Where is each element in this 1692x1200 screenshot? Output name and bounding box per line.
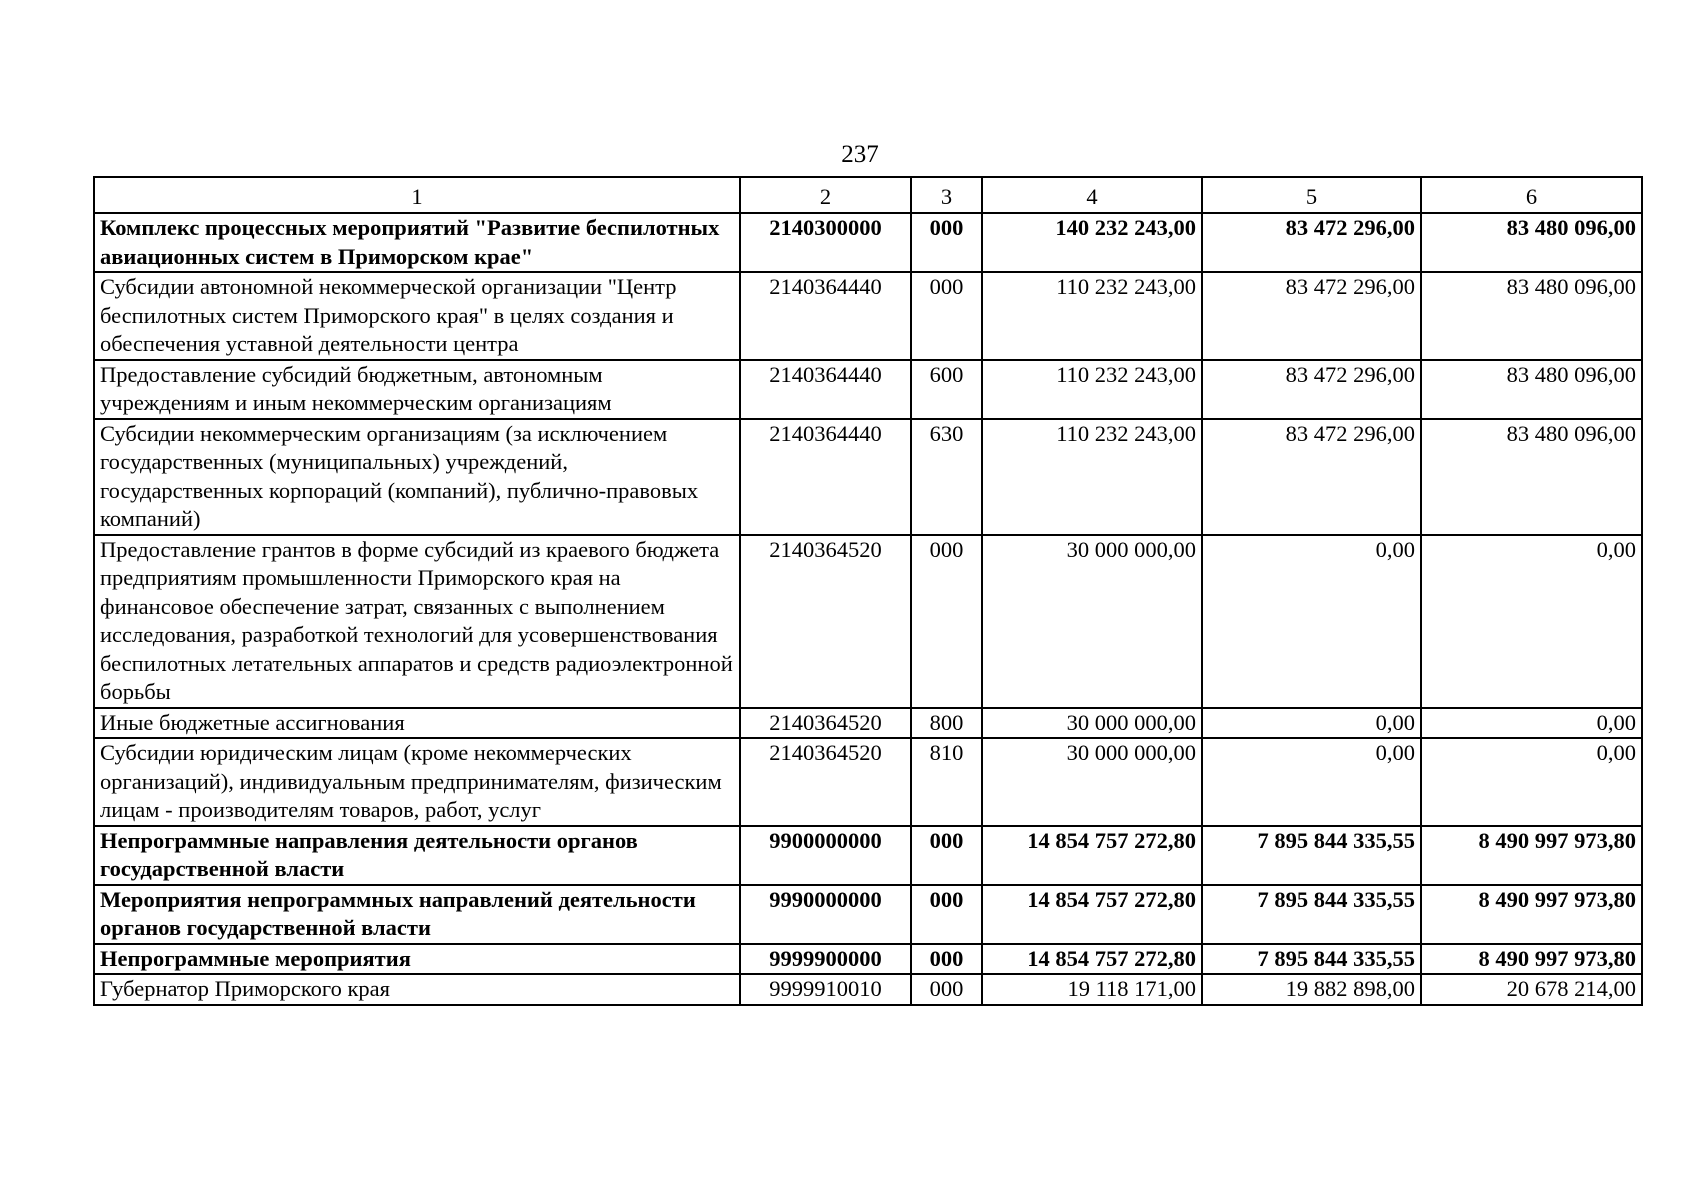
column-header-4: 4 xyxy=(982,177,1202,213)
row-name: Иные бюджетные ассигнования xyxy=(94,708,740,739)
row-name: Субсидии автономной некоммерческой организации "Центр беспилотных систем Приморского края" в целях создания и обеспечения уставной деятельности центра xyxy=(94,272,740,360)
row-value-6: 0,00 xyxy=(1421,535,1642,708)
row-type: 000 xyxy=(911,944,982,975)
row-value-5: 0,00 xyxy=(1202,738,1421,826)
row-type: 000 xyxy=(911,535,982,708)
row-code: 2140364440 xyxy=(740,360,911,419)
row-value-5: 7 895 844 335,55 xyxy=(1202,826,1421,885)
row-value-4: 30 000 000,00 xyxy=(982,738,1202,826)
row-value-5: 0,00 xyxy=(1202,535,1421,708)
column-header-1: 1 xyxy=(94,177,740,213)
row-name: Мероприятия непрограммных направлений деятельности органов государственной власти xyxy=(94,885,740,944)
row-value-4: 14 854 757 272,80 xyxy=(982,944,1202,975)
row-value-4: 30 000 000,00 xyxy=(982,708,1202,739)
row-value-4: 110 232 243,00 xyxy=(982,419,1202,535)
row-type: 000 xyxy=(911,826,982,885)
row-value-6: 83 480 096,00 xyxy=(1421,272,1642,360)
row-value-6: 0,00 xyxy=(1421,708,1642,739)
row-value-5: 7 895 844 335,55 xyxy=(1202,885,1421,944)
row-value-4: 19 118 171,00 xyxy=(982,974,1202,1005)
column-header-5: 5 xyxy=(1202,177,1421,213)
table-header-row xyxy=(94,177,1642,213)
row-value-6: 83 480 096,00 xyxy=(1421,419,1642,535)
row-value-6: 8 490 997 973,80 xyxy=(1421,944,1642,975)
table-row xyxy=(94,708,1642,739)
row-value-5: 19 882 898,00 xyxy=(1202,974,1421,1005)
row-name: Комплекс процессных мероприятий "Развитие беспилотных авиационных систем в Приморском крае" xyxy=(94,213,740,272)
row-value-4: 140 232 243,00 xyxy=(982,213,1202,272)
column-header-3: 3 xyxy=(911,177,982,213)
row-value-5: 83 472 296,00 xyxy=(1202,213,1421,272)
row-code: 2140364520 xyxy=(740,535,911,708)
row-type: 630 xyxy=(911,419,982,535)
table-row xyxy=(94,272,1642,360)
row-type: 600 xyxy=(911,360,982,419)
row-type: 000 xyxy=(911,272,982,360)
row-code: 2140364440 xyxy=(740,419,911,535)
row-value-4: 110 232 243,00 xyxy=(982,272,1202,360)
row-value-5: 83 472 296,00 xyxy=(1202,419,1421,535)
table-row xyxy=(94,826,1642,885)
row-value-4: 110 232 243,00 xyxy=(982,360,1202,419)
row-value-6: 8 490 997 973,80 xyxy=(1421,826,1642,885)
row-code: 2140364440 xyxy=(740,272,911,360)
row-value-6: 8 490 997 973,80 xyxy=(1421,885,1642,944)
row-type: 800 xyxy=(911,708,982,739)
row-value-6: 20 678 214,00 xyxy=(1421,974,1642,1005)
row-code: 2140300000 xyxy=(740,213,911,272)
row-value-6: 83 480 096,00 xyxy=(1421,360,1642,419)
row-name: Субсидии некоммерческим организациям (за исключением государственных (муниципальных) учреждений, государственных корпораций (компаний), публично-правовых компаний) xyxy=(94,419,740,535)
table-row xyxy=(94,213,1642,272)
row-code: 2140364520 xyxy=(740,708,911,739)
row-value-5: 83 472 296,00 xyxy=(1202,272,1421,360)
row-code: 9990000000 xyxy=(740,885,911,944)
row-type: 810 xyxy=(911,738,982,826)
row-name: Предоставление субсидий бюджетным, автономным учреждениям и иным некоммерческим организациям xyxy=(94,360,740,419)
row-value-5: 0,00 xyxy=(1202,708,1421,739)
table-row xyxy=(94,738,1642,826)
row-code: 9999910010 xyxy=(740,974,911,1005)
row-type: 000 xyxy=(911,213,982,272)
row-name: Губернатор Приморского края xyxy=(94,974,740,1005)
table-row xyxy=(94,360,1642,419)
table-row xyxy=(94,419,1642,535)
row-value-6: 0,00 xyxy=(1421,738,1642,826)
table-row xyxy=(94,885,1642,944)
row-value-4: 14 854 757 272,80 xyxy=(982,885,1202,944)
page-number: 237 xyxy=(841,141,879,168)
row-value-5: 7 895 844 335,55 xyxy=(1202,944,1421,975)
row-name: Непрограммные мероприятия xyxy=(94,944,740,975)
table-row xyxy=(94,535,1642,708)
row-name: Субсидии юридическим лицам (кроме некоммерческих организаций), индивидуальным предпринимателям, физическим лицам - производителям товаров, работ, услуг xyxy=(94,738,740,826)
row-code: 9900000000 xyxy=(740,826,911,885)
row-type: 000 xyxy=(911,974,982,1005)
table-body xyxy=(94,213,1642,1005)
row-code: 2140364520 xyxy=(740,738,911,826)
column-header-6: 6 xyxy=(1421,177,1642,213)
row-value-4: 30 000 000,00 xyxy=(982,535,1202,708)
table-row xyxy=(94,974,1642,1005)
budget-table xyxy=(93,176,1643,1006)
row-value-4: 14 854 757 272,80 xyxy=(982,826,1202,885)
row-value-5: 83 472 296,00 xyxy=(1202,360,1421,419)
row-name: Предоставление грантов в форме субсидий из краевого бюджета предприятиям промышленности Приморского края на финансовое обеспечение затрат, связанных с выполнением исследования, разработкой технологий для усовершенствования беспилотных летательных аппаратов и средств радиоэлектронной борьбы xyxy=(94,535,740,708)
table-row xyxy=(94,944,1642,975)
column-header-2: 2 xyxy=(740,177,911,213)
row-name: Непрограммные направления деятельности органов государственной власти xyxy=(94,826,740,885)
row-value-6: 83 480 096,00 xyxy=(1421,213,1642,272)
row-type: 000 xyxy=(911,885,982,944)
row-code: 9999900000 xyxy=(740,944,911,975)
